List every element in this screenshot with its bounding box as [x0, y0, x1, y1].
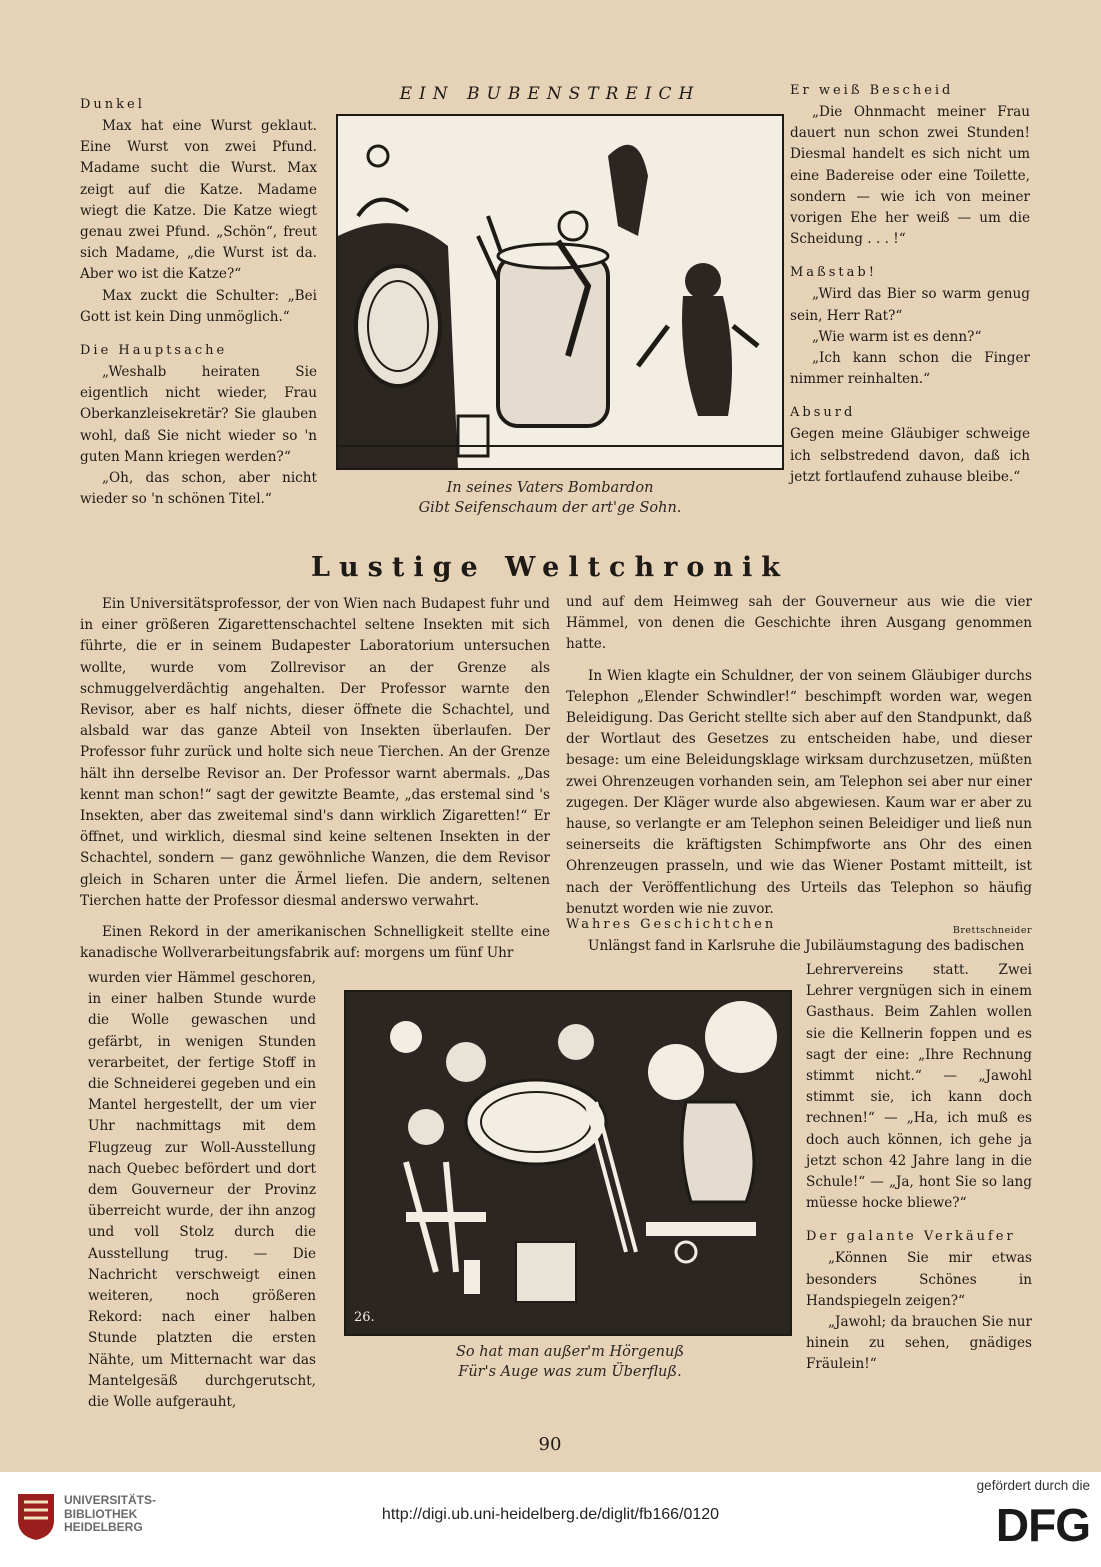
footer-bar [0, 1472, 1101, 1567]
library-line-1: UNIVERSITÄTS- [64, 1493, 157, 1507]
illustration-bombardon-drawing [338, 116, 782, 468]
rekord-column [88, 968, 316, 1413]
hauptsache-text-1: „Weshalb heiraten Sie eigentlich nicht wieder, Frau Oberkanzleisekretär? Sie glauben wohl, daß Sie nicht wieder so 'n guten Mann kriegen werden?“ [80, 364, 317, 465]
chronik-right-column [566, 592, 1032, 941]
dfg-logo: DFG [995, 1499, 1090, 1551]
illustration-band [344, 990, 792, 1336]
wahres-intro: Unlängst fand in Karlsruhe die Jubiläumstagung des badischen [588, 938, 1025, 954]
rekord-intro-block [80, 922, 550, 964]
caption-top [360, 478, 740, 518]
illustration-number: 26. [354, 1310, 375, 1325]
verkaeufer-text-1: „Können Sie mir etwas besonders Schönes in Handspiegeln zeigen?“ [806, 1250, 1032, 1309]
left-top-column [80, 94, 317, 510]
caption-bottom [380, 1342, 760, 1382]
chronik-telephon-story: In Wien klagte ein Schuldner, der von seinem Gläubiger durchs Telephon „Elender Schwindler!“ beschimpft worden war, wegen Beleidigung. Das Gericht stellte sich aber auf den Standpunkt, daß der Wortlaut des Gesetzes zu entscheiden habe, und dieser besage: um eine Beleidungsklage wirksam durchzusetzen, müßten zwei Ohrenzeugen vorhanden sein, am Telephon sei aber nur einer zugegen. Der Kläger wurde also abgewiesen. Kaum war er aber zu hause, so verlangte er am Telephon seinen Beleidiger und ließ nun seinerseits die kräftigsten Schimpfworte ans Ohr des einen Ohrenzeugen prasseln, und wie das Wiener Postamt mitteilt, ist nach der Veröffentlichung des Urteils das Telephon so häufig benutzt worden wie nie zuvor. [566, 667, 1032, 917]
massstab-text-3: „Ich kann schon die Finger nimmer reinhalten.“ [790, 350, 1030, 388]
page-number: 90 [538, 1434, 562, 1455]
verkaeufer-text-2: „Jawohl; da brauchen Sie nur hinein zu sehen, gnädiges Fräulein!“ [806, 1314, 1032, 1373]
rekord-intro: Einen Rekord in der amerikanischen Schnelligkeit stellte eine kanadische Wollverarbeitungsfabrik auf: morgens um fünf Uhr [80, 924, 550, 962]
section-title-weltchronik: Lustige Weltchronik [311, 552, 789, 583]
caption-top-line-1: In seines Vaters Bombardon [446, 480, 654, 496]
heading-dunkel: Dunkel [80, 97, 145, 112]
library-line-3: HEIDELBERG [64, 1520, 143, 1534]
page-title: EIN BUBENSTREICH [399, 84, 701, 104]
bescheid-text: „Die Ohnmacht meiner Frau dauert nun schon zwei Stunden! Diesmal handelt es sich nicht um eine Badereise oder eine Toilette, sondern — wie ich von meiner vorigen Ehe her weiß — um die Scheidung . . . !“ [790, 104, 1030, 248]
dunkel-text-2: Max zuckt die Schulter: „Bei Gott ist kein Ding unmöglich.“ [80, 287, 317, 325]
wahres-intro-block [566, 914, 1032, 957]
caption-top-line-2: Gibt Seifenschaum der art'ge Sohn. [418, 500, 682, 516]
chronik-gouverneur-end: und auf dem Heimweg sah der Gouverneur aus wie die vier Hämmel, von denen die Geschichte ihren Ausgang genommen hatte. [566, 594, 1032, 653]
heading-verkaeufer: Der galante Verkäufer [806, 1229, 1016, 1245]
heading-absurd: Absurd [790, 405, 856, 421]
chronik-left-column [80, 594, 550, 912]
heading-bescheid: Er weiß Bescheid [790, 83, 954, 98]
wahres-text: Lehrervereins statt. Zwei Lehrer vergnügen sich in einem Gasthaus. Beim Zahlen wollen sie die Kellnerin foppen und es sagt der eine: „Ihre Rechnung stimmt nicht.“ — „Jawohl stimmt sie, ich kann doch rechnen!“ — „Ha, ich muß es doch auch können, ich gehe ja jetzt schon 42 Jahre lang in die Schule!“ — „Ja, hont Sie so lang müesse hocke bliewe?“ [806, 962, 1032, 1212]
funding-label: gefördert durch die [976, 1478, 1090, 1493]
rekord-text: wurden vier Hämmel geschoren, in einer halben Stunde wurde die Wolle gewaschen und gefärbt, in wenigen Stunden verarbeitet, der fertige Stoff in die Schneiderei gegeben und ein Mantel hergestellt, der um vier Uhr nachmittags mit dem Flugzeug zur Woll-Ausstellung nach Quebec befördert und dort dem Gouverneur der Provinz überreicht wurde, der ihn anzog und voll Stolz durch die Ausstellung trug. — Die Nachricht verschweigt einen weiteren, noch größeren Rekord: nach einer halben Stunde platzten die ersten Nähte, um Mitternacht war das Mantelgesäß durchgerutscht, die Wolle aufgerauht, [88, 970, 316, 1411]
heading-massstab: Maßstab! [790, 265, 877, 281]
heading-hauptsache: Die Hauptsache [80, 343, 228, 359]
library-line-2: BIBLIOTHEK [64, 1506, 138, 1521]
dunkel-text-1: Max hat eine Wurst geklaut. Eine Wurst von zwei Pfund. Madame sucht die Wurst. Max zeigt auf die Katze. Madame wiegt die Katze. Die Katze wiegt genau zwei Pfund. „Schön“, freut sich Madame, „die Wurst ist da. Aber wo ist die Katze?“ [80, 118, 317, 283]
hauptsache-text-2: „Oh, das schon, aber nicht wieder so 'n schönen Titel.“ [80, 470, 317, 508]
heading-wahres: Wahres Geschichtchen [566, 917, 777, 932]
permalink-url[interactable]: http://digi.ub.uni-heidelberg.de/diglit/fb166/0120 [381, 1506, 720, 1523]
right-top-column [790, 80, 1030, 488]
author-credit: Brettschneider [952, 925, 1032, 937]
caption-bottom-line-1: So hat man außer'm Hörgenuß [455, 1344, 685, 1360]
massstab-text-1: „Wird das Bier so warm genug sein, Herr Rat?“ [790, 286, 1030, 324]
massstab-text-2: „Wie warm ist es denn?“ [812, 328, 982, 345]
caption-bottom-line-2: Für's Auge was zum Überfluß. [458, 1364, 682, 1380]
absurd-text: Gegen meine Gläubiger schweige ich selbstredend davon, daß ich jetzt fortlaufend zuhause bleibe.“ [790, 426, 1030, 485]
illustration-bombardon [336, 114, 784, 470]
chronik-professor-story: Ein Universitätsprofessor, der von Wien nach Budapest fuhr und in einer größeren Zigarettenschachtel seltene Insekten mit sich führte, die er in seinem Budapester Laboratorium untersuchen wollte, wurde vom Zollrevisor an der Grenze als schmuggelverdächtig angehalten. Der Professor warnte den Revisor, aber es half nichts, dieser öffnete die Schachtel, und alsbald war das ganze Abteil von Insekten überlaufen. Der Professor fuhr zurück und holte sich neue Tierchen. An der Grenze hält ihn derselbe Revisor an. Der Professor warnt abermals. „Das kennt man schon!“ sagt der gewitzte Beamte, „das erstemal sind 's Insekten, aber das zweitemal sind's dann wirklich Zigaretten!“ Er öffnet, und wirklich, diesmal sind keine seltenen Insekten in der Schachtel, sondern — ganz gewöhnliche Wanzen, die dem Revisor gleich in Scharen unter die Ärmel liefen. Die andern, seltenen Tierchen hatte der Professor diesmal anderswo verwahrt. [80, 596, 550, 909]
right-bottom-column [806, 960, 1032, 1376]
illustration-band-drawing [346, 992, 790, 1334]
